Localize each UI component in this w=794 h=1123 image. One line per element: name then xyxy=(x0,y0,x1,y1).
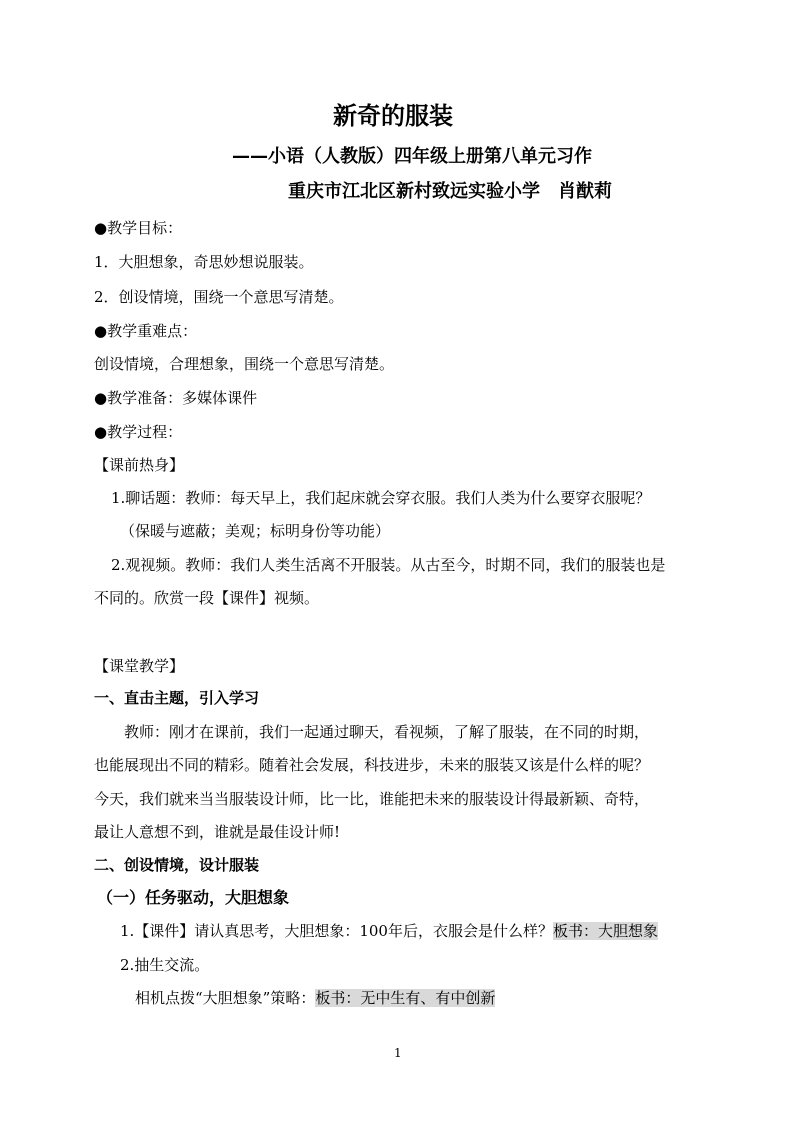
subsection-1-heading: （一）任务驱动，大胆想象 xyxy=(97,888,290,907)
keypoints-text: 创设情境，合理想象，围绕一个意思写清楚。 xyxy=(94,355,395,373)
classroom-heading: 【课堂教学】 xyxy=(94,657,185,675)
doc-author: 重庆市江北区新村致远实验小学 肖猷莉 xyxy=(288,181,612,202)
warmup-para-2a: 2.观视频。教师：我们人类生活离不开服装。从古至今，时期不同，我们的服装也是 xyxy=(111,556,666,574)
goal-item-2: 2．创设情境，围绕一个意思写清楚。 xyxy=(94,288,344,306)
goal-item-1: 1．大胆想象，奇思妙想说服装。 xyxy=(94,253,314,271)
warmup-para-1b: （保暖与遮蔽；美观；标明身份等功能） xyxy=(120,522,391,540)
board-note-imagine: 板书：大胆想象 xyxy=(552,922,658,940)
section-1-line-1: 教师：刚才在课前，我们一起通过聊天，看视频，了解了服装，在不同的时期， xyxy=(124,723,650,741)
warmup-para-1: 1.聊话题：教师：每天早上，我们起床就会穿衣服。我们人类为什么要穿衣服呢？ xyxy=(111,489,651,507)
task-item-1-text: 1.【课件】请认真思考，大胆想象：100年后，衣服会是什么样？ xyxy=(120,922,553,940)
section-1-line-2: 也能展现出不同的精彩。随着社会发展，科技进步，未来的服装又该是什么样的呢？ xyxy=(94,756,650,774)
section-1-heading: 一、直击主题，引入学习 xyxy=(94,689,260,707)
board-note-strategy: 板书：无中生有、有中创新 xyxy=(315,989,496,1007)
task-item-2: 2.抽生交流。 xyxy=(120,956,210,974)
doc-subtitle: ——小语（人教版）四年级上册第八单元习作 xyxy=(232,146,592,167)
keypoints-heading: ●教学重难点： xyxy=(94,322,198,340)
warmup-heading: 【课前热身】 xyxy=(94,456,185,474)
section-1-line-4: 最让人意想不到，谁就是最佳设计师! xyxy=(94,823,341,841)
section-1-line-3: 今天，我们就来当当服装设计师，比一比，谁能把未来的服装设计得最新颖、奇特， xyxy=(94,790,650,808)
task-item-3-text: 相机点拨“大胆想象”策略： xyxy=(135,989,316,1007)
task-item-1 xyxy=(120,921,658,941)
process-heading: ●教学过程： xyxy=(94,423,183,441)
warmup-para-2b: 不同的。欣赏一段【课件】视频。 xyxy=(94,589,320,607)
goals-heading: ●教学目标： xyxy=(94,219,183,237)
section-2-heading: 二、创设情境，设计服装 xyxy=(94,856,260,874)
page-number: 1 xyxy=(394,1046,402,1060)
prep-line: ●教学准备：多媒体课件 xyxy=(94,389,258,407)
task-item-3 xyxy=(135,988,495,1008)
doc-title: 新奇的服装 xyxy=(333,102,453,130)
